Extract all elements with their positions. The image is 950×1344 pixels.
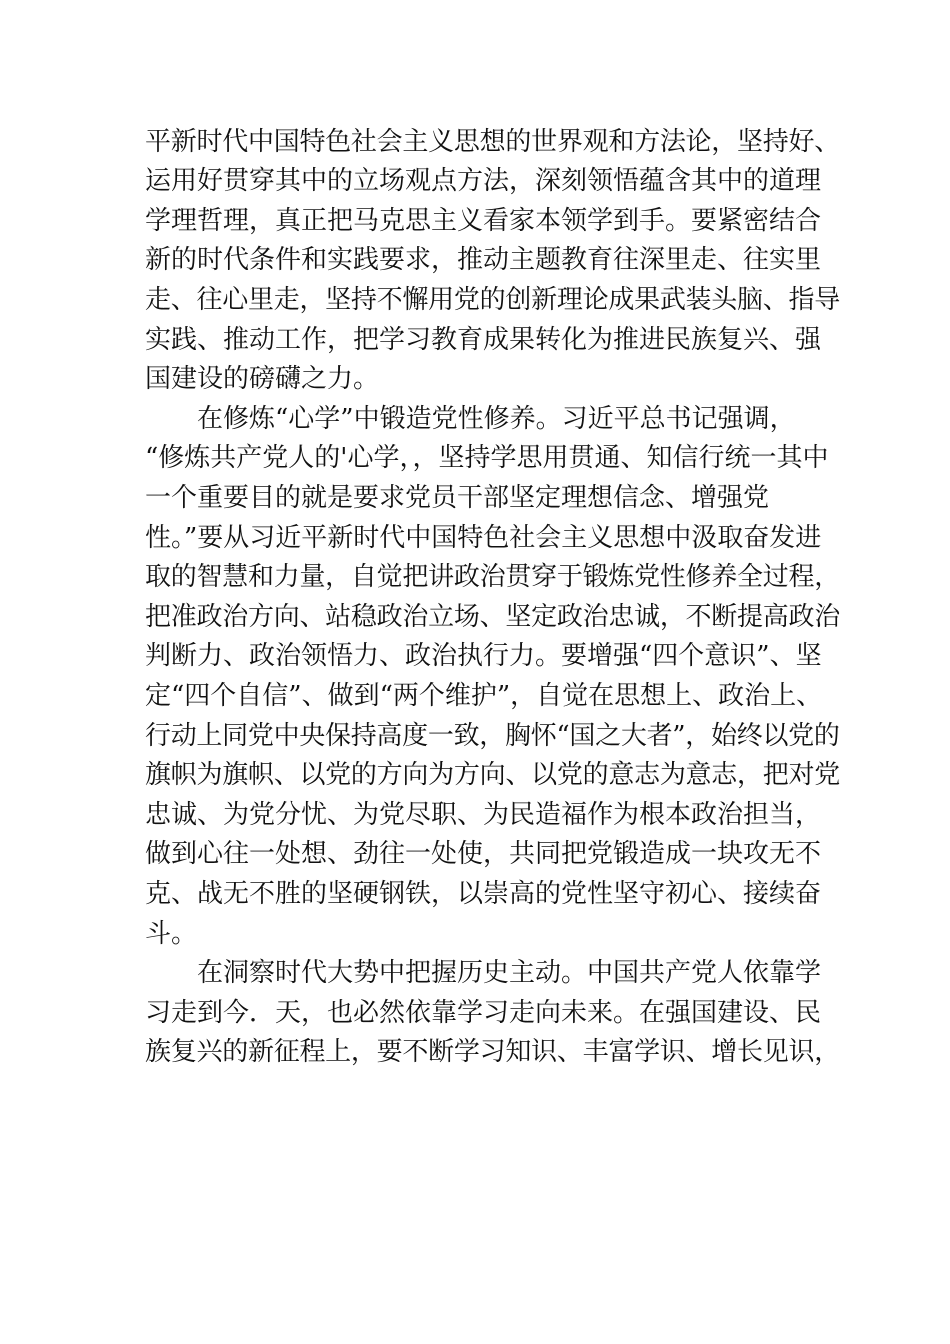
text-line: 斗。 [145,919,198,949]
text-line: 学理哲理，真正把马克思主义看家本领学到手。要紧密结合 [145,206,822,236]
text-line: 走、往心里走，坚持不懈用党的创新理论成果武装头脑、指导 [145,285,841,315]
text-line: 取的智慧和力量，自觉把讲政治贯穿于锻炼党性修养全过程， [145,562,841,592]
text-line: 习走到今．天，也必然依靠学习走向未来。在强国建设、民 [145,998,822,1028]
text-line: 定“四个自信”、做到“两个维护”，自觉在思想上、政治上、 [145,681,823,711]
text-line: 新的时代条件和实践要求，推动主题教育往深里走、往实里 [145,245,822,275]
text-line: 做到心往一处想、劲往一处使，共同把党锻造成一块攻无不 [145,839,822,869]
paragraph-start-line: 在洞察时代大势中把握历史主动。中国共产党人依靠学 [197,958,822,988]
text-line: 运用好贯穿其中的立场观点方法，深刻领悟蕴含其中的道理 [145,166,822,196]
text-line: “修炼共产党人的'心学，，坚持学思用贯通、知信行统一其中 [145,443,829,473]
text-line: 一个重要目的就是要求党员干部坚定理想信念、增强党 [145,483,770,513]
text-line: 克、战无不胜的坚硬钢铁，以崇高的党性坚守初心、接续奋 [145,879,822,909]
text-line: 行动上同党中央保持高度一致，胸怀“国之大者”，始终以党的 [145,721,840,751]
text-line: 性。”要从习近平新时代中国特色社会主义思想中汲取奋发进 [145,523,822,553]
text-line: 实践、推动工作，把学习教育成果转化为推进民族复兴、强 [145,325,822,355]
text-line: 判断力、政治领悟力、政治执行力。要增强“四个意识”、坚 [145,641,822,671]
text-line: 族复兴的新征程上，要不断学习知识、丰富学识、增长见识， [145,1037,841,1067]
text-line: 国建设的磅礴之力。 [145,364,380,394]
text-line: 平新时代中国特色社会主义思想的世界观和方法论，坚持好、 [145,127,841,157]
text-line: 把准政治方向、站稳政治立场、坚定政治忠诚，不断提高政治 [145,602,841,632]
text-line: 忠诚、为党分忧、为党尽职、为民造福作为根本政治担当， [145,800,822,830]
paragraph-start-line: 在修炼“心学”中锻造党性修养。习近平总书记强调， [197,404,796,434]
text-line: 旗帜为旗帜、以党的方向为方向、以党的意志为意志，把对党 [145,760,841,790]
